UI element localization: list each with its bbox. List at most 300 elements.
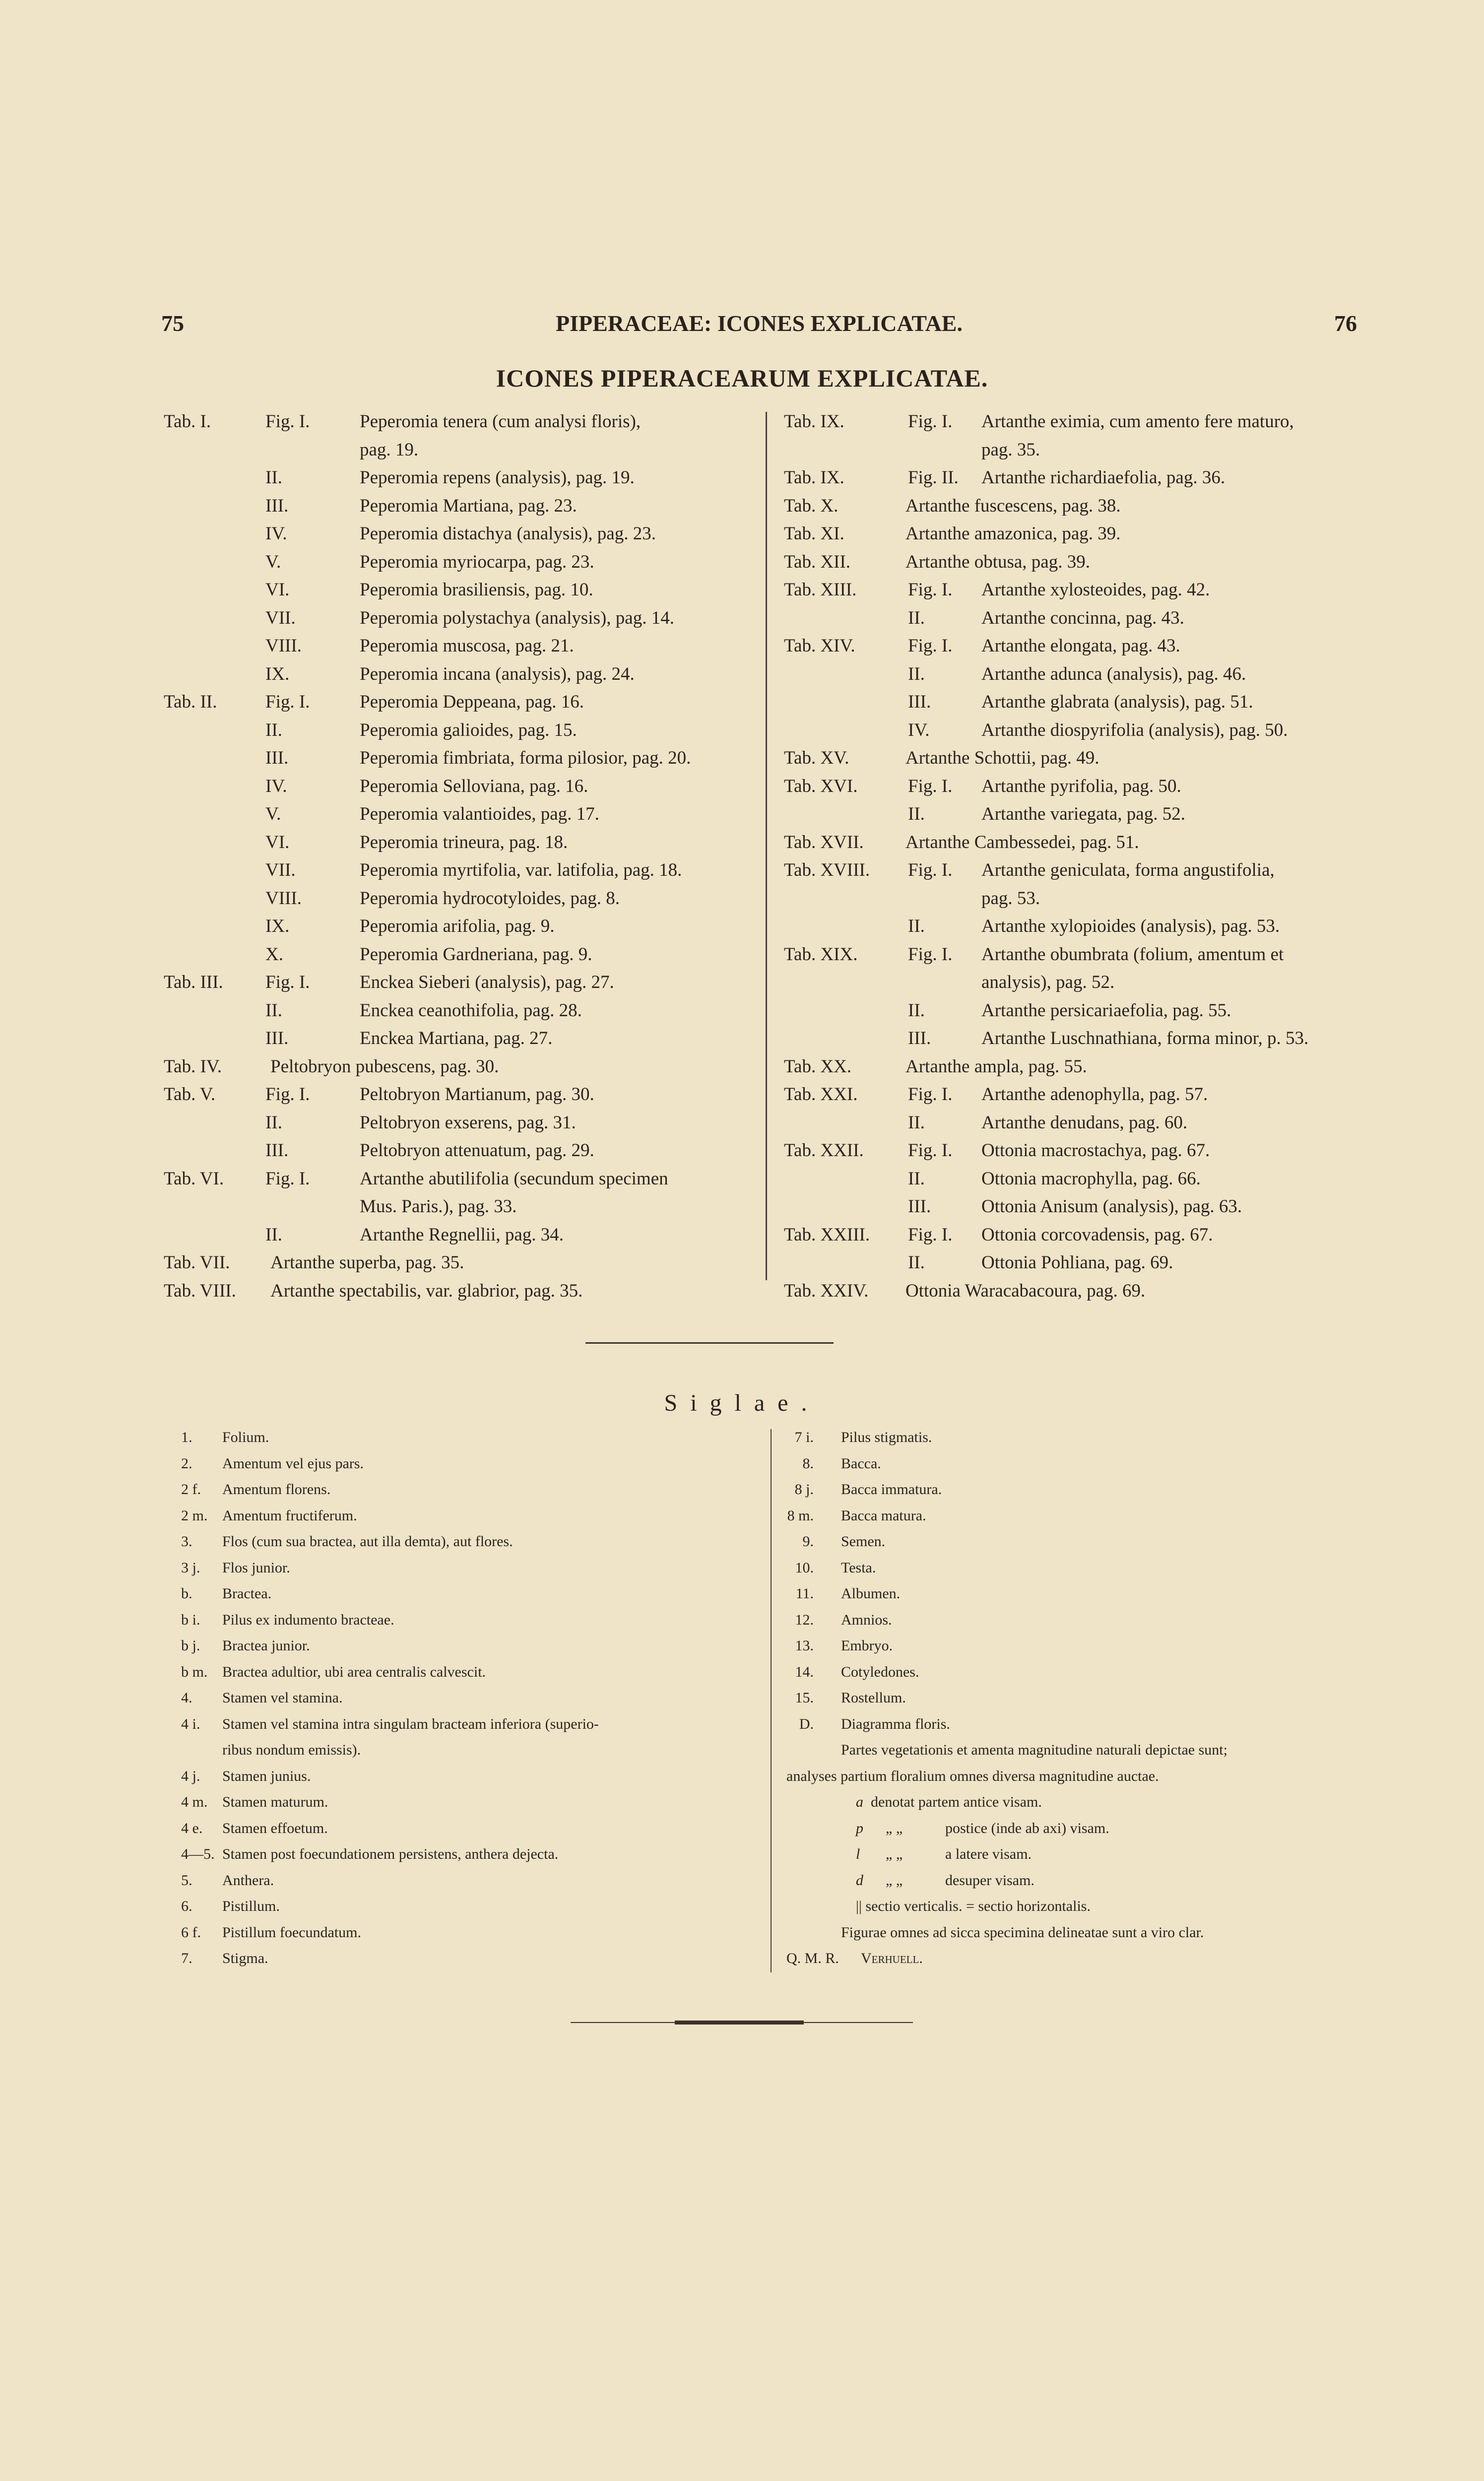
plate-fig: Fig. I.	[908, 580, 953, 600]
plate-tab: Tab. III.	[164, 972, 223, 992]
sigla-row	[169, 1794, 764, 1820]
separator-rule	[585, 1342, 834, 1344]
plate-tab: Tab. VI.	[164, 1168, 224, 1189]
sigla-text: Amentum florens.	[222, 1481, 331, 1498]
column-divider	[766, 412, 767, 1280]
plate-row	[164, 1112, 752, 1140]
page-number-right: 76	[1334, 311, 1357, 336]
sigla-row	[169, 1924, 764, 1951]
sigla-text: Diagramma floris.	[841, 1715, 950, 1732]
plate-fig: IV.	[265, 776, 287, 796]
plate-row	[784, 663, 1367, 692]
sigla-key: 7 i.	[794, 1429, 814, 1445]
plate-tab: Tab. XXII.	[784, 1140, 864, 1161]
siglae-divider	[771, 1429, 772, 1972]
plate-text: Artanthe abutilifolia (secundum specimen	[360, 1168, 668, 1189]
sigla-row	[169, 1637, 764, 1664]
sigla-text: Semen.	[841, 1533, 886, 1550]
sigla-text: Folium.	[222, 1429, 269, 1445]
plate-row	[784, 1028, 1367, 1056]
plate-tab: Tab. XVI.	[784, 776, 858, 796]
plate-fig: II.	[908, 1112, 925, 1133]
plates-right-column	[784, 411, 1367, 1308]
plate-row	[784, 719, 1367, 748]
plate-fig: II.	[908, 916, 925, 936]
plate-fig: Fig. I.	[908, 944, 953, 965]
sigla-key: 6.	[181, 1898, 193, 1914]
plate-row	[164, 832, 752, 860]
sigla-text: Stamen vel stamina.	[222, 1690, 343, 1706]
plate-text: Peltobryon attenuatum, pag. 29.	[360, 1140, 594, 1161]
plate-tab: Tab. XXI.	[784, 1084, 858, 1105]
plate-fig: II.	[908, 607, 925, 628]
sigla-row	[786, 1716, 1372, 1742]
note-line: analyses partium floralium omnes diversa magnitudine auctae.	[786, 1767, 1159, 1784]
plate-tab: Tab. VIII.	[164, 1280, 236, 1301]
plate-text: Artanthe fuscescens, pag. 38.	[905, 495, 1121, 516]
plate-row	[164, 523, 752, 551]
plate-text: Enckea Sieberi (analysis), pag. 27.	[360, 972, 614, 992]
plate-row	[784, 607, 1367, 636]
sigla-text: Stamen maturum.	[222, 1794, 328, 1810]
note-text: postice (inde ab axi) visam.	[945, 1820, 1109, 1836]
sigla-key: 2 m.	[181, 1507, 208, 1524]
plate-text: Peperomia myriocarpa, pag. 23.	[360, 551, 594, 572]
sigla-text: Bractea junior.	[222, 1637, 310, 1654]
sigla-key: 4 m.	[181, 1794, 208, 1810]
plate-text: Peperomia incana (analysis), pag. 24.	[360, 663, 635, 684]
plate-row	[784, 1224, 1367, 1252]
sigla-row	[169, 1690, 764, 1716]
plate-fig: II.	[908, 1252, 925, 1273]
bottom-rule-thick	[675, 2021, 804, 2024]
sigla-text: Bacca immatura.	[841, 1481, 942, 1498]
plate-text: Peperomia Selloviana, pag. 16.	[360, 776, 588, 796]
plate-text: Artanthe obtusa, pag. 39.	[905, 551, 1090, 572]
plate-row	[784, 888, 1367, 916]
plate-text: Peperomia Martiana, pag. 23.	[360, 495, 577, 516]
sigla-row	[169, 1820, 764, 1846]
plate-text: Artanthe eximia, cum amento fere maturo,	[981, 411, 1294, 432]
sigla-row	[169, 1872, 764, 1898]
plate-row	[164, 439, 752, 467]
sigla-key: 3 j.	[181, 1559, 200, 1576]
sigla-text: Bractea adultior, ubi area centralis calvescit.	[222, 1663, 486, 1680]
plate-text: Ottonia Waracabacoura, pag. 69.	[905, 1280, 1146, 1301]
plate-text: Artanthe amazonica, pag. 39.	[905, 523, 1121, 544]
plate-text: Artanthe glabrata (analysis), pag. 51.	[981, 692, 1253, 712]
plate-fig: Fig. I.	[908, 1084, 953, 1105]
plate-row	[784, 1280, 1367, 1308]
sigla-key: 5.	[181, 1872, 193, 1889]
plate-tab: Tab. XI.	[784, 523, 844, 544]
plate-text: Peperomia Deppeana, pag. 16.	[360, 692, 584, 712]
plate-tab: Tab. XIII.	[784, 580, 857, 600]
sigla-key: 4—5.	[181, 1846, 215, 1862]
plate-fig: III.	[908, 692, 931, 712]
sigla-row	[786, 1533, 1372, 1560]
plate-tab: Tab. X.	[784, 495, 839, 516]
plate-text: Peperomia polystachya (analysis), pag. 14.	[360, 607, 674, 628]
plate-fig: Fig. II.	[908, 467, 959, 488]
plate-text: Peperomia muscosa, pag. 21.	[360, 636, 574, 656]
plate-fig: IV.	[908, 719, 930, 740]
plate-fig: VI.	[265, 580, 290, 600]
plate-text: Mus. Paris.), pag. 33.	[360, 1196, 517, 1217]
plate-text: Artanthe denudans, pag. 60.	[981, 1112, 1188, 1133]
plate-text: Artanthe persicariaefolia, pag. 55.	[981, 1000, 1231, 1021]
plate-row	[164, 1196, 752, 1224]
plate-row	[784, 1196, 1367, 1224]
plate-fig: II.	[908, 663, 925, 684]
sigla-text: Rostellum.	[841, 1690, 906, 1706]
sigla-row	[786, 1481, 1372, 1507]
plate-tab: Tab. XXIV.	[784, 1280, 869, 1301]
plate-row	[164, 1168, 752, 1196]
sigla-row	[169, 1455, 764, 1482]
sigla-key: D.	[799, 1715, 814, 1732]
plate-text: Artanthe pyrifolia, pag. 50.	[981, 776, 1181, 796]
plate-text: pag. 35.	[981, 439, 1040, 460]
sigla-text: Pilus ex indumento bracteae.	[222, 1611, 394, 1628]
running-header	[161, 310, 1357, 340]
plate-text: analysis), pag. 52.	[981, 972, 1115, 992]
plate-row	[784, 944, 1367, 972]
plate-text: Artanthe geniculata, forma angustifolia,	[981, 860, 1275, 880]
sigla-row	[786, 1429, 1372, 1455]
plate-fig: Fig. I.	[265, 1168, 310, 1189]
plate-row	[784, 972, 1367, 1000]
sigla-row	[169, 1560, 764, 1586]
plate-row	[164, 551, 752, 580]
plate-row	[784, 1000, 1367, 1028]
plate-text: Peperomia distachya (analysis), pag. 23.	[360, 523, 656, 544]
plate-text: Peperomia tenera (cum analysi floris),	[360, 411, 641, 432]
plate-fig: V.	[265, 804, 281, 824]
plate-text: Peperomia brasiliensis, pag. 10.	[360, 580, 593, 600]
plate-fig: VIII.	[265, 636, 302, 656]
plate-fig: II.	[908, 804, 925, 824]
sigla-text: ribus nondum emissis).	[222, 1742, 361, 1758]
sigla-text: Stamen junius.	[222, 1767, 311, 1784]
sigla-key: b m.	[181, 1663, 208, 1680]
sigla-row	[786, 1664, 1372, 1690]
plate-text: pag. 53.	[981, 888, 1040, 909]
plate-tab: Tab. XIX.	[784, 944, 858, 965]
plate-text: Peperomia repens (analysis), pag. 19.	[360, 467, 635, 488]
plate-fig: Fig. I.	[908, 776, 953, 796]
sigla-key: 8.	[802, 1455, 814, 1472]
sigla-row	[786, 1612, 1372, 1638]
sigla-row	[786, 1690, 1372, 1716]
plate-fig: III.	[908, 1028, 931, 1048]
plate-row	[164, 495, 752, 523]
plate-fig: Fig. I.	[265, 692, 310, 712]
plate-fig: III.	[265, 748, 289, 768]
plate-text: Artanthe superba, pag. 35.	[270, 1252, 464, 1273]
sigla-row	[169, 1664, 764, 1690]
plate-text: Artanthe Luschnathiana, forma minor, p. 53.	[981, 1028, 1309, 1048]
plate-tab: Tab. IV.	[164, 1056, 222, 1077]
sigla-text: Bacca matura.	[841, 1507, 926, 1524]
sigla-key: 4.	[181, 1690, 193, 1706]
sigla-row	[169, 1716, 764, 1742]
sigla-text: Amentum vel ejus pars.	[222, 1455, 364, 1472]
plate-row	[164, 411, 752, 439]
plate-text: Ottonia macrophylla, pag. 66.	[981, 1168, 1201, 1189]
plate-text: Peperomia Gardneriana, pag. 9.	[360, 944, 592, 965]
plate-text: Peperomia fimbriata, forma pilosior, pag. 20.	[360, 748, 691, 768]
plate-tab: Tab. II.	[164, 692, 217, 712]
plate-tab: Tab. XIV.	[784, 636, 855, 656]
plate-row	[784, 1252, 1367, 1280]
plate-fig: VIII.	[265, 888, 302, 909]
note-key: p	[856, 1820, 863, 1836]
note-text: a latere visam.	[945, 1846, 1032, 1862]
note-ditto: „ „	[886, 1872, 903, 1889]
plate-fig: IV.	[265, 523, 287, 544]
plate-row	[164, 467, 752, 495]
sigla-key: 6 f.	[181, 1924, 201, 1941]
plate-row	[164, 1280, 752, 1308]
plate-row	[784, 495, 1367, 523]
sigla-text: Embryo.	[841, 1637, 893, 1654]
plate-row	[164, 663, 752, 692]
plate-text: Ottonia Pohliana, pag. 69.	[981, 1252, 1173, 1273]
sigla-key: 3.	[181, 1533, 193, 1550]
plate-row	[784, 859, 1367, 888]
sigla-key: 12.	[795, 1611, 814, 1628]
note-text: desuper visam.	[945, 1872, 1034, 1889]
plate-text: Artanthe concinna, pag. 43.	[981, 607, 1184, 628]
plate-fig: Fig. I.	[908, 411, 953, 432]
sigla-text: Pistillum foecundatum.	[222, 1924, 361, 1941]
plate-row	[164, 1140, 752, 1168]
plate-fig: Fig. I.	[265, 972, 310, 992]
plate-fig: IX.	[265, 916, 290, 936]
plate-text: Artanthe Regnellii, pag. 34.	[360, 1224, 564, 1245]
plate-row	[784, 691, 1367, 719]
plate-text: Artanthe xylosteoides, pag. 42.	[981, 580, 1210, 600]
main-title: ICONES PIPERACEARUM EXPLICATAE.	[496, 364, 988, 392]
plate-row	[164, 607, 752, 636]
plate-text: Peperomia arifolia, pag. 9.	[360, 916, 555, 936]
plate-text: Peperomia valantioides, pag. 17.	[360, 804, 599, 824]
plate-text: Ottonia Anisum (analysis), pag. 63.	[981, 1196, 1242, 1217]
plate-row	[164, 747, 752, 776]
plate-fig: II.	[908, 1168, 925, 1189]
sigla-text: Testa.	[841, 1559, 876, 1576]
plate-tab: Tab. I.	[164, 411, 211, 432]
plate-tab: Tab. XV.	[784, 748, 849, 768]
plate-row	[784, 1168, 1367, 1196]
plate-fig: VI.	[265, 832, 290, 852]
note-text: denotat partem antice visam.	[871, 1794, 1042, 1810]
sigla-key: 7.	[181, 1950, 193, 1966]
sigla-key: 2.	[181, 1455, 193, 1472]
note-key: d	[856, 1872, 863, 1889]
sigla-text: Stamen vel stamina intra singulam bracteam inferiora (superio-	[222, 1715, 599, 1732]
note-key: a	[856, 1794, 863, 1810]
sigla-text: Flos junior.	[222, 1559, 290, 1576]
plate-fig: II.	[265, 467, 282, 488]
sigla-row	[169, 1768, 764, 1794]
sigla-key: b j.	[181, 1637, 200, 1654]
sigla-key: 14.	[795, 1663, 814, 1680]
plate-fig: VII.	[265, 860, 296, 880]
plate-tab: Tab. XX.	[784, 1056, 852, 1077]
plate-row	[784, 635, 1367, 663]
plate-text: Artanthe diospyrifolia (analysis), pag. 50.	[981, 719, 1288, 740]
plate-row	[164, 1056, 752, 1084]
plate-row	[164, 776, 752, 804]
plate-fig: Fig. I.	[265, 411, 310, 432]
plate-row	[784, 1056, 1367, 1084]
plate-tab: Tab. V.	[164, 1084, 215, 1105]
plate-row	[164, 1028, 752, 1056]
plate-fig: III.	[265, 495, 289, 516]
sigla-row	[169, 1898, 764, 1924]
plate-fig: III.	[908, 1196, 931, 1217]
sigla-text: Cotyledones.	[841, 1663, 919, 1680]
plate-row	[784, 915, 1367, 944]
plate-text: Peperomia hydrocotyloides, pag. 8.	[360, 888, 620, 909]
plate-tab: Tab. XII.	[784, 551, 851, 572]
plate-row	[164, 719, 752, 748]
plate-row	[164, 859, 752, 888]
plate-row	[784, 551, 1367, 580]
sigla-text: Flos (cum sua bractea, aut illa demta), aut flores.	[222, 1533, 513, 1550]
plate-tab: Tab. XXIII.	[784, 1224, 870, 1245]
plate-row	[164, 803, 752, 832]
plate-text: Artanthe adunca (analysis), pag. 46.	[981, 663, 1246, 684]
sigla-row	[169, 1742, 764, 1768]
sigla-key: 9.	[802, 1533, 814, 1550]
plate-row	[164, 972, 752, 1000]
sigla-key: 13.	[795, 1637, 814, 1654]
plate-fig: X.	[265, 944, 283, 965]
plate-row	[784, 579, 1367, 607]
plate-fig: II.	[265, 1000, 282, 1021]
plate-row	[784, 1112, 1367, 1140]
plate-fig: VII.	[265, 607, 296, 628]
plate-row	[784, 439, 1367, 467]
plate-text: Artanthe obumbrata (folium, amentum et	[981, 944, 1284, 965]
plate-fig: III.	[265, 1028, 289, 1048]
plate-row	[784, 1084, 1367, 1112]
plate-row	[784, 467, 1367, 495]
plate-text: Artanthe richardiaefolia, pag. 36.	[981, 467, 1226, 488]
plate-text: Artanthe elongata, pag. 43.	[981, 636, 1180, 656]
plate-fig: Fig. I.	[908, 860, 953, 880]
plate-fig: III.	[265, 1140, 289, 1161]
plate-row	[784, 832, 1367, 860]
sigla-text: Bacca.	[841, 1455, 881, 1472]
sigla-key: 11.	[795, 1585, 814, 1602]
plate-row	[164, 1224, 752, 1252]
plate-tab: Tab. IX.	[784, 411, 844, 432]
siglae-right-column	[786, 1429, 1372, 1976]
plate-fig: Fig. I.	[265, 1084, 310, 1105]
plate-text: Enckea ceanothifolia, pag. 28.	[360, 1000, 582, 1021]
sigla-key: 8 j.	[794, 1481, 814, 1498]
note-sectio: || sectio verticalis. = sectio horizontalis.	[856, 1898, 1091, 1914]
plate-text: Ottonia corcovadensis, pag. 67.	[981, 1224, 1213, 1245]
sigla-row	[786, 1560, 1372, 1586]
note-ditto: „ „	[886, 1846, 903, 1862]
sigla-row	[169, 1429, 764, 1455]
sigla-row	[169, 1612, 764, 1638]
sigla-row	[169, 1585, 764, 1612]
plate-fig: V.	[265, 551, 281, 572]
sigla-row	[169, 1533, 764, 1560]
plate-row	[784, 411, 1367, 439]
sigla-key: 1.	[181, 1429, 193, 1445]
sigla-key: 2 f.	[181, 1481, 201, 1498]
sigla-row	[169, 1846, 764, 1872]
plate-tab: Tab. XVIII.	[784, 860, 870, 880]
sigla-row	[169, 1507, 764, 1534]
plate-text: pag. 19.	[360, 439, 419, 460]
sigla-text: Pistillum.	[222, 1898, 280, 1914]
plate-text: Enckea Martiana, pag. 27.	[360, 1028, 553, 1048]
sigla-key: 15.	[795, 1690, 814, 1706]
plate-row	[784, 523, 1367, 551]
plate-fig: II.	[265, 1112, 282, 1133]
plate-row	[164, 944, 752, 972]
plate-row	[164, 691, 752, 719]
sigla-text: Amnios.	[841, 1611, 892, 1628]
plate-row	[784, 1140, 1367, 1168]
plate-row	[164, 579, 752, 607]
plate-text: Peperomia galioides, pag. 15.	[360, 719, 577, 740]
plate-row	[164, 635, 752, 663]
plate-fig: II.	[265, 1224, 282, 1245]
sigla-row	[786, 1637, 1372, 1664]
note-key: l	[856, 1846, 860, 1862]
sigla-key: 4 e.	[181, 1820, 203, 1836]
siglae-left-column	[169, 1429, 764, 1976]
plates-left-column	[164, 411, 752, 1308]
plate-row	[164, 1000, 752, 1028]
sigla-row	[786, 1585, 1372, 1612]
plate-fig: II.	[908, 1000, 925, 1021]
sigla-text: Bractea.	[222, 1585, 272, 1602]
plate-text: Peltobryon pubescens, pag. 30.	[270, 1056, 499, 1077]
plate-text: Peltobryon exserens, pag. 31.	[360, 1112, 576, 1133]
plate-fig: IX.	[265, 663, 290, 684]
plate-text: Artanthe xylopioides (analysis), pag. 53.	[981, 916, 1280, 936]
sigla-key: 4 j.	[181, 1767, 200, 1784]
plate-row	[164, 888, 752, 916]
sigla-text: Stamen post foecundationem persistens, anthera dejecta.	[222, 1846, 559, 1862]
sigla-text: Pilus stigmatis.	[841, 1429, 932, 1445]
plate-text: Artanthe Schottii, pag. 49.	[905, 748, 1099, 768]
plate-text: Artanthe spectabilis, var. glabrior, pag. 35.	[270, 1280, 583, 1301]
plate-row	[164, 915, 752, 944]
note-line: Partes vegetationis et amenta magnitudine naturali depictae sunt;	[841, 1742, 1227, 1758]
plate-tab: Tab. IX.	[784, 467, 844, 488]
sigla-row	[169, 1950, 764, 1976]
plate-row	[784, 776, 1367, 804]
author-initials: Q. M. R.	[786, 1950, 839, 1966]
plate-fig: Fig. I.	[908, 636, 953, 656]
sigla-row	[786, 1455, 1372, 1482]
plate-tab: Tab. XVII.	[784, 832, 864, 852]
sigla-row	[786, 1507, 1372, 1534]
sigla-key: 8 m.	[787, 1507, 814, 1524]
plate-fig: II.	[265, 719, 282, 740]
